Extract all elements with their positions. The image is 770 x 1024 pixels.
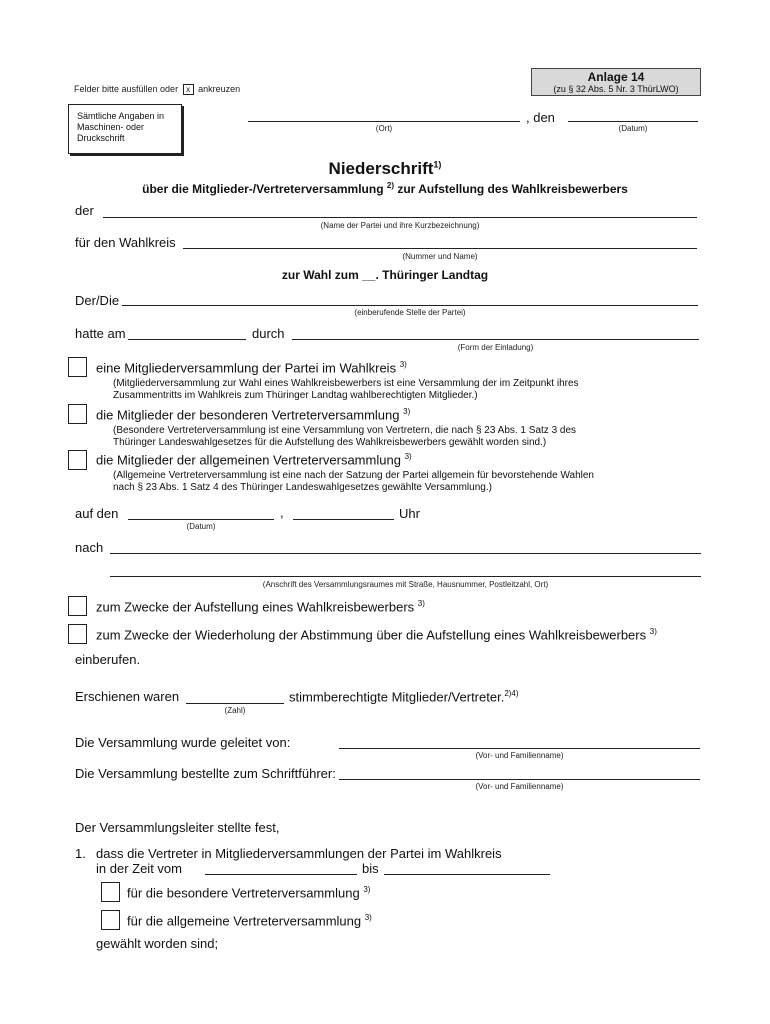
option-label: die Mitglieder der besonderen Vertreterversammlung — [96, 407, 400, 423]
checkbox-besondere-vertreter[interactable] — [68, 404, 87, 424]
option-footnote: 3) — [417, 599, 425, 608]
anlage-box — [531, 68, 701, 96]
datum-caption: (Datum) — [618, 124, 648, 133]
attendance-footnote: 2)4) — [504, 689, 519, 698]
anschrift-field-1[interactable] — [110, 553, 701, 554]
sub-option-allgemeine — [127, 913, 372, 928]
partei-field[interactable] — [103, 217, 697, 218]
wahl-heading: zur Wahl zum __. Thüringer Landtag — [281, 268, 489, 282]
stimmberechtigte-label: stimmberechtigte Mitglieder/Vertreter. — [289, 689, 505, 705]
page-subtitle — [0, 181, 770, 196]
hatte-am-field[interactable] — [128, 339, 246, 340]
den-separator: , den — [526, 110, 555, 125]
wahlkreis-caption: (Nummer und Name) — [402, 252, 478, 261]
option-note — [113, 470, 594, 494]
page-title — [0, 159, 770, 179]
einladung-field[interactable] — [292, 339, 699, 340]
checkbox-aufstellung[interactable] — [68, 596, 87, 616]
title-footnote: 1) — [433, 159, 442, 170]
checkbox-allgemeine-vertreter[interactable] — [68, 450, 87, 470]
zahl-field[interactable] — [186, 703, 284, 704]
checkbox-besondere[interactable] — [101, 882, 120, 902]
sub-option-label: für die besondere Vertreterversammlung — [127, 885, 360, 901]
bis-label: bis — [362, 861, 379, 876]
item-number: 1. — [75, 846, 86, 861]
wahlkreis-field[interactable] — [183, 248, 697, 249]
option-note-line: nach § 23 Abs. 1 Satz 4 des Thüringer Landeswahlgesetzes gewählte Versammlung.) — [113, 482, 492, 493]
x-mark-icon: x — [183, 84, 194, 95]
sub-option-besondere — [127, 885, 370, 900]
option-note — [113, 425, 576, 449]
zeit-vom-label: in der Zeit vom — [96, 861, 182, 876]
option-note-line: Thüringer Landeswahlgesetzes für die Aufstellung des Wahlkreisbewerbers gewählt worden sind.) — [113, 437, 547, 448]
option-label: die Mitglieder der allgemeinen Vertreterversammlung — [96, 452, 401, 468]
schriftfuehrer-name-caption: (Vor- und Familienname) — [475, 782, 564, 791]
datum-caption: (Datum) — [186, 522, 216, 531]
auf-den-label: auf den — [75, 506, 119, 521]
leiter-name-field[interactable] — [339, 748, 700, 749]
subtitle-post: zur Aufstellung des Wahlkreisbewerbers — [397, 182, 628, 196]
comma-separator: , — [280, 505, 284, 520]
option-mitgliederversammlung — [96, 360, 407, 375]
checkbox-wiederholung[interactable] — [68, 624, 87, 644]
versammlung-datum-field[interactable] — [128, 519, 274, 520]
option-footnote: 3) — [399, 360, 407, 369]
subtitle-pre: über die Mitglieder-/Vertreterversammlung — [142, 182, 384, 196]
partei-caption: (Name der Partei und ihre Kurzbezeichnung) — [320, 221, 480, 230]
derdie-label: Der/Die — [75, 293, 120, 308]
option-note-line: (Besondere Vertreterversammlung ist eine Versammlung von Vertretern, die nach § 23 Abs. 1 Satz 3 des — [113, 425, 577, 436]
findings-intro: Der Versammlungsleiter stellte fest, — [75, 820, 280, 835]
option-besondere-vertreter — [96, 407, 410, 422]
sub-option-footnote: 3) — [364, 913, 372, 922]
anschrift-caption: (Anschrift des Versammlungsraumes mit Straße, Hausnummer, Postleitzahl, Ort) — [262, 580, 549, 589]
checkbox-allgemeine[interactable] — [101, 910, 120, 930]
option-label: zum Zwecke der Aufstellung eines Wahlkreisbewerbers — [96, 599, 415, 615]
stimmberechtigte-text — [289, 689, 519, 704]
ort-field[interactable] — [248, 121, 520, 122]
schriftfuehrer-name-field[interactable] — [339, 779, 700, 780]
einladung-caption: (Form der Einladung) — [457, 343, 534, 352]
einberufen-text: einberufen. — [75, 652, 141, 667]
option-note-line: Zusammentritts im Wahlkreis zum Thüringer Landtag wahlberechtigten Mitglieder.) — [113, 390, 478, 401]
option-note — [113, 378, 579, 402]
wahlkreis-label: für den Wahlkreis — [75, 235, 176, 250]
der-label: der — [75, 203, 94, 218]
item-text: dass die Vertreter in Mitgliederversammlungen der Partei im Wahlkreis — [96, 846, 502, 861]
info-box — [68, 104, 182, 154]
fill-hint-pre: Felder bitte ausfüllen oder — [74, 84, 179, 94]
anlage-ref: (zu § 32 Abs. 5 Nr. 3 ThürLWO) — [553, 84, 679, 94]
option-footnote: 3) — [649, 627, 657, 636]
anlage-title: Anlage 14 — [587, 70, 645, 84]
sub-option-footnote: 3) — [363, 885, 371, 894]
page-title-text: Niederschrift — [328, 159, 434, 178]
stelle-field[interactable] — [122, 305, 698, 306]
leiter-label: Die Versammlung wurde geleitet von: — [75, 735, 291, 750]
option-label: eine Mitgliederversammlung der Partei im Wahlkreis — [96, 360, 397, 376]
option-footnote: 3) — [404, 452, 412, 461]
zahl-caption: (Zahl) — [224, 706, 246, 715]
option-note-line: (Allgemeine Vertreterversammlung ist eine nach der Satzung der Partei allgemein für bevorstehende Wahlen — [113, 470, 594, 481]
option-note-line: (Mitgliederversammlung zur Wahl eines Wahlkreisbewerbers ist eine Versammlung der im Zeitpunkt ihres — [113, 378, 579, 389]
subtitle-footnote: 2) — [386, 181, 394, 190]
gewaehlt-text: gewählt worden sind; — [96, 936, 219, 951]
uhrzeit-field[interactable] — [293, 519, 394, 520]
zeit-vom-field[interactable] — [205, 874, 357, 875]
leiter-name-caption: (Vor- und Familienname) — [475, 751, 564, 760]
ort-caption: (Ort) — [375, 124, 393, 133]
date-field[interactable] — [568, 121, 698, 122]
option-allgemeine-vertreter — [96, 452, 412, 467]
fill-hint-post: ankreuzen — [198, 84, 241, 94]
schriftfuehrer-label: Die Versammlung bestellte zum Schriftführer: — [75, 766, 336, 781]
option-wiederholung — [96, 627, 657, 642]
option-footnote: 3) — [403, 407, 411, 416]
uhr-label: Uhr — [399, 506, 420, 521]
anschrift-field-2[interactable] — [110, 576, 701, 577]
hatte-am-label: hatte am — [75, 326, 126, 341]
nach-label: nach — [75, 540, 104, 555]
erschienen-label: Erschienen waren — [75, 689, 180, 704]
stelle-caption: (einberufende Stelle der Partei) — [354, 308, 466, 317]
option-label: zum Zwecke der Wiederholung der Abstimmung über die Aufstellung eines Wahlkreisbewerbers — [96, 627, 647, 643]
fill-hint — [74, 84, 240, 95]
checkbox-mitgliederversammlung[interactable] — [68, 357, 87, 377]
zeit-bis-field[interactable] — [384, 874, 550, 875]
info-box-text: Sämtliche Angaben in Maschinen- oder Druckschrift — [77, 111, 165, 143]
durch-label: durch — [252, 326, 285, 341]
sub-option-label: für die allgemeine Vertreterversammlung — [127, 913, 362, 929]
option-aufstellung — [96, 599, 425, 614]
